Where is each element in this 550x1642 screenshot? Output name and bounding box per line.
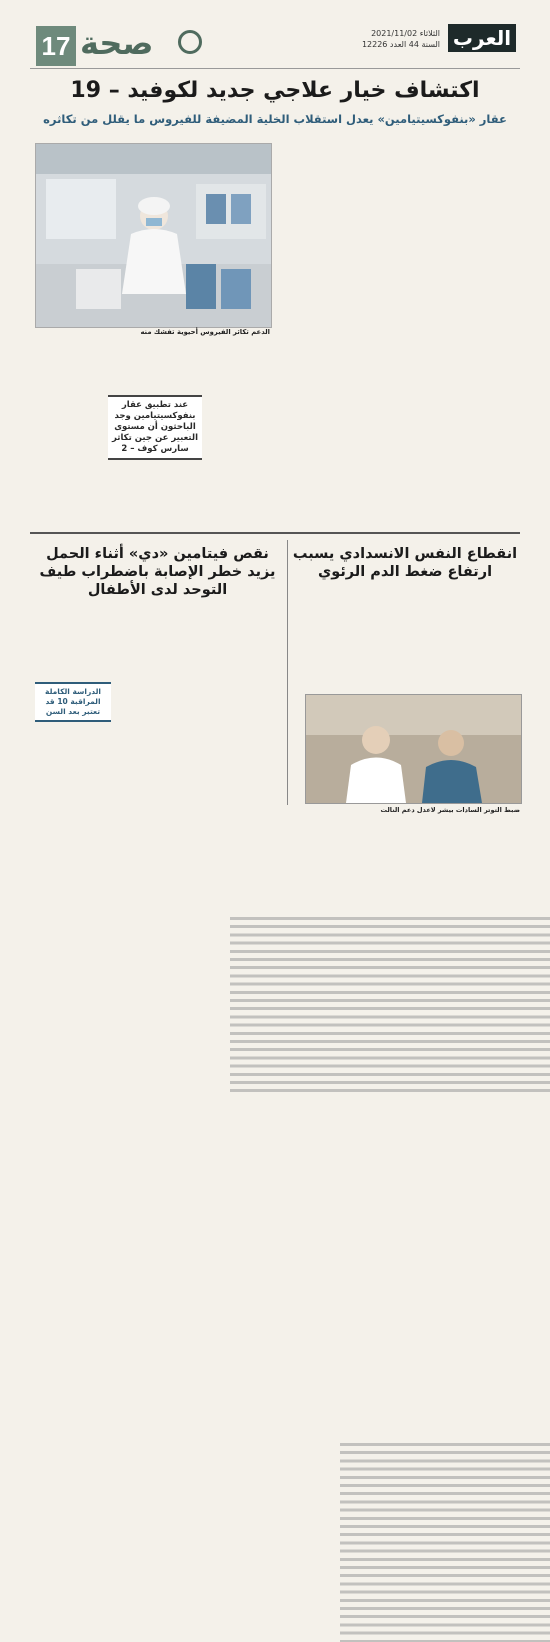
- article-3-headline: نقص فيتامين «دي» أثناء الحمل يزيد خطر الإصابة باضطراب طيف التوحد لدى الأطفال: [39, 546, 276, 598]
- header-rule: [30, 68, 520, 69]
- section-separator: [30, 532, 520, 534]
- patient-illustration: [306, 695, 521, 803]
- main-subheadline: عقار «بنفوكسيتيامين» يعدل استقلاب الخلية المضيفة للفيروس ما يقلل من تكاثره: [43, 112, 507, 126]
- main-headline: اكتشاف خيار علاجي جديد لكوفيد – 19: [70, 78, 480, 103]
- newspaper-logo: العرب: [448, 24, 516, 52]
- issue-number: السنة 44 العدد 12226: [361, 40, 440, 49]
- patient-photo: [305, 694, 522, 804]
- lab-researcher-photo: [35, 143, 272, 328]
- article-3-pull-quote: الدراسة الكاملة المراقبة 10 قد تعتبر بعد السن: [35, 682, 111, 722]
- page-number: 17: [36, 26, 76, 66]
- article-2-photo-caption: ضبط التوتر السادات بيشر لاعدل دعم النالت: [380, 806, 520, 814]
- main-photo-caption: الدعم تكاثر الفيروس أحيوية تفشك منه: [140, 328, 270, 336]
- issue-date: الثلاثاء 2021/11/02: [371, 29, 440, 38]
- lab-researcher-illustration: [36, 144, 271, 327]
- article-2-headline: انقطاع النفس الانسدادي يسبب ارتفاع ضغط الدم الرئوي: [292, 546, 518, 580]
- main-pull-quote: عند تطبيق عقار بنفوكسيتيامين وجد الباحثون أن مستوى التعبير عن جين تكاثر سارس كوف – 2: [108, 395, 202, 460]
- section-ornament-icon: [178, 30, 202, 54]
- main-article-body-lower: [230, 917, 550, 1097]
- column-divider: [287, 540, 288, 805]
- section-title: صحة: [80, 24, 154, 62]
- article-3-body: [340, 1443, 550, 1642]
- issue-info: [340, 28, 440, 50]
